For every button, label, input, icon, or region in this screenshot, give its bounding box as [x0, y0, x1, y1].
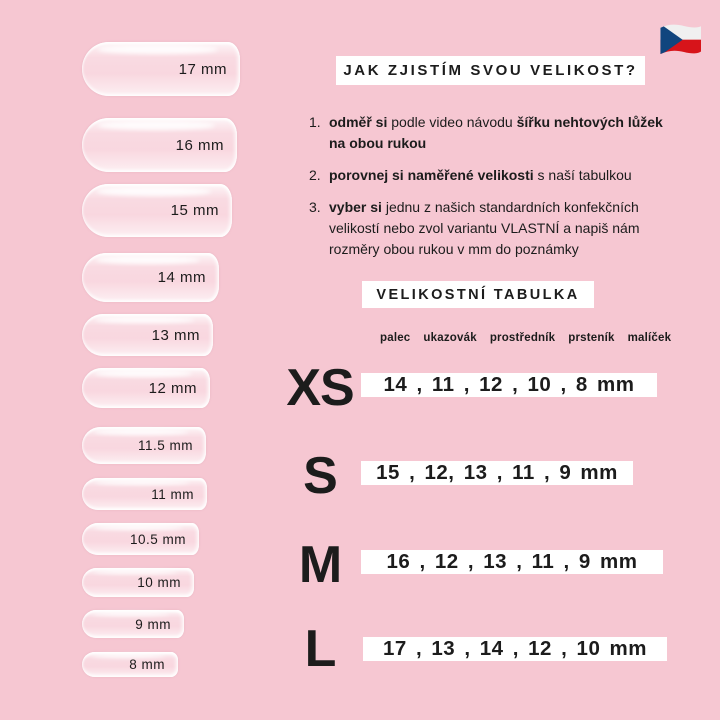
- nail-size-label: 13 mm: [151, 326, 200, 344]
- czech-flag-svg: [656, 20, 704, 62]
- nail-tip: [82, 652, 178, 677]
- nail-size-label: 12 mm: [148, 379, 197, 397]
- nail-size-label: 8 mm: [129, 657, 165, 672]
- nail-highlight: [95, 480, 190, 485]
- nail-size-label: 11 mm: [151, 486, 194, 502]
- nail-highlight: [93, 570, 178, 575]
- size-values-text: 15 , 12, 13 , 11 , 9 mm: [376, 461, 618, 484]
- instruction-text: porovnej si naměřené velikosti s naší tabulkou: [329, 167, 632, 183]
- instruction-number: 1.: [309, 114, 321, 130]
- size-table-header-box: [362, 281, 594, 308]
- title-box: [336, 56, 645, 85]
- size-letter-l: L: [304, 620, 336, 678]
- nail-size-label: 14 mm: [157, 269, 206, 286]
- instruction-item: [309, 197, 681, 260]
- nail-highlight: [96, 256, 200, 264]
- nail-tip: [82, 478, 207, 510]
- size-values-text: 16 , 12 , 13 , 11 , 9 mm: [386, 550, 638, 573]
- nail-size-label: 10.5 mm: [129, 531, 186, 547]
- page-title: JAK ZJISTÍM SVOU VELIKOST?: [343, 62, 638, 79]
- instruction-number: 3.: [309, 199, 321, 215]
- nail-tip: [82, 427, 206, 464]
- nail-highlight: [95, 370, 192, 376]
- instruction-text: odměř si podle video návodu šířku nehtových lůžek na obou rukou: [329, 114, 663, 151]
- nail-tip: [82, 610, 184, 638]
- nail-tip: [82, 42, 240, 96]
- instructions-list: [309, 112, 681, 271]
- finger-label-ukazovak: ukazovák: [423, 332, 477, 344]
- size-values-strip-xs: [361, 373, 657, 397]
- finger-column-labels: [380, 332, 671, 344]
- nail-tip: [82, 568, 194, 597]
- nail-size-label: 17 mm: [178, 60, 227, 78]
- nail-highlight: [98, 121, 216, 130]
- nail-highlight: [98, 45, 218, 54]
- nail-size-label: 16 mm: [175, 136, 224, 154]
- finger-label-malicek: malíček: [627, 332, 672, 344]
- nail-size-label: 15 mm: [170, 202, 219, 219]
- size-values-text: 17 , 13 , 14 , 12 , 10 mm: [382, 637, 647, 660]
- instruction-item: [309, 112, 681, 154]
- nail-size-label: 9 mm: [135, 616, 171, 632]
- instruction-text: vyber si jednu z našich standardních konfekčních velikostí nebo zvol variantu VLASTNÍ a napiš nám rozměry obou rukou v mm do poznámky: [329, 199, 640, 257]
- size-values-strip-m: [361, 550, 663, 574]
- instruction-number: 2.: [309, 167, 321, 183]
- nail-tip: [82, 368, 210, 408]
- nail-tip: [82, 253, 219, 302]
- size-letter-s: S: [303, 447, 337, 505]
- size-values-strip-l: [363, 637, 667, 661]
- size-values-strip-s: [361, 461, 633, 485]
- finger-label-prostrednik: prostředník: [489, 332, 556, 344]
- nail-highlight: [95, 317, 195, 324]
- nail-tip: [82, 118, 237, 172]
- size-values-text: 14 , 11 , 12 , 10 , 8 mm: [383, 373, 635, 396]
- nail-highlight: [97, 187, 211, 195]
- size-letter-xs: XS: [286, 359, 354, 417]
- finger-label-palec: palec: [380, 332, 411, 344]
- nail-size-label: 10 mm: [137, 575, 181, 590]
- size-letter-m: M: [298, 536, 342, 594]
- nail-tip: [82, 314, 213, 356]
- nail-highlight: [92, 612, 170, 616]
- nail-highlight: [94, 429, 188, 435]
- nail-tip: [82, 184, 232, 237]
- czech-flag-icon: [656, 20, 704, 62]
- nail-tip: [82, 523, 199, 555]
- instruction-item: [309, 165, 681, 186]
- finger-label-prstenik: prsteník: [568, 332, 615, 344]
- size-table-title: VELIKOSTNÍ TABULKA: [376, 286, 580, 303]
- nail-highlight: [94, 525, 183, 530]
- nail-size-label: 11.5 mm: [137, 438, 193, 453]
